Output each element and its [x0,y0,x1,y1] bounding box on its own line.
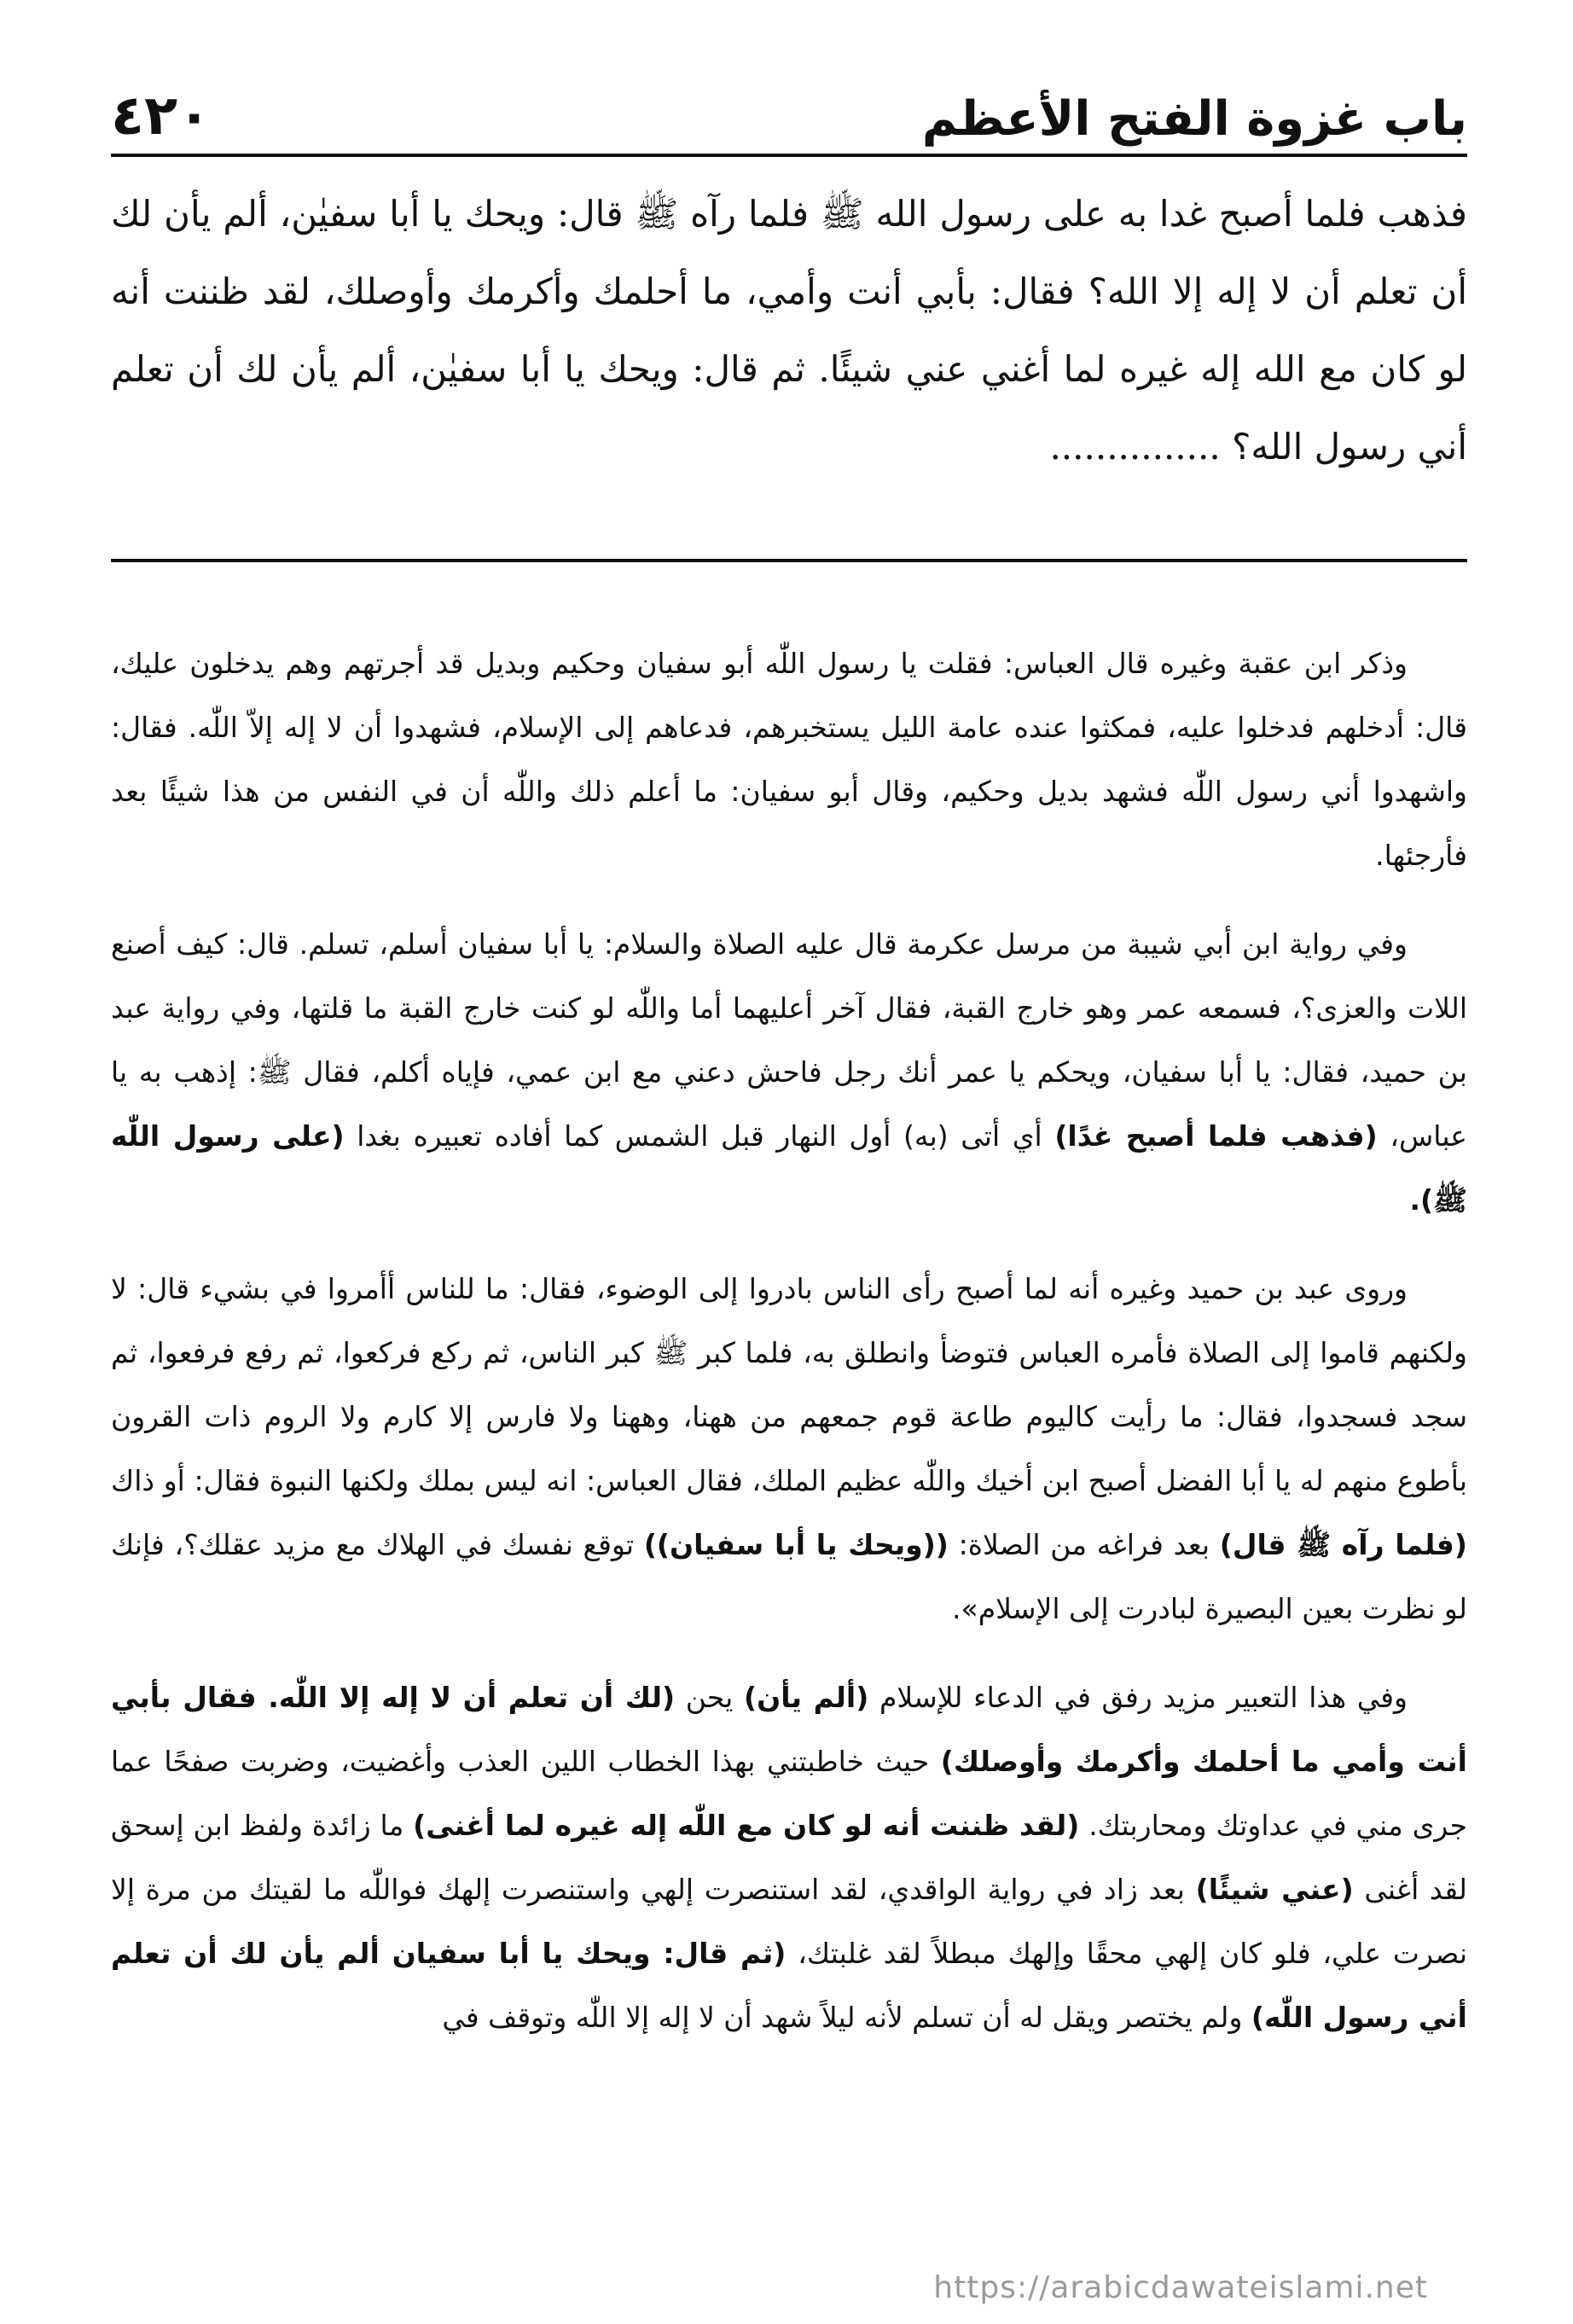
commentary-paragraph-1 [111,631,1467,887]
commentary-text: حيث خاطبتني بهذا الخطاب اللين العذب وأغضيت، وضربت صفحًا عما جرى مني في عداوتك ومحاربتك. [111,1745,1468,1842]
commentary [111,631,1467,2074]
commentary-paragraph-4 [111,1665,1467,2049]
commentary-text: أي أتى (به) أول النهار قبل الشمس كما أفاده تعبيره بغدا [357,1119,1042,1153]
commentary-text: ما زائدة ولفظ ابن إسحق لقد أغنى [111,1809,1467,1906]
quoted-text: (لك أن تعلم أن لا إله إلا اللّٰه. فقال بأبي أنت وأمي ما أحلمك وأكرمك وأوصلك) [111,1681,1467,1778]
page-number: ٤٢٠ [111,84,212,148]
commentary-text: وفي رواية ابن أبي شيبة من مرسل عكرمة قال عليه الصلاة والسلام: يا أبا سفيان أسلم، تسلم. قال: كيف أصنع اللات والعزى؟، فسمعه عمر وهو خارج القبة، فقال آخر أعليهما أما واللّٰه لو كنت خارج القبة ما قلتها، وفي رواية عبد بن حميد، فقال: يا أبا سفيان، ويحكم يا عمر أنك رجل فاحش دعني مع ابن عمي، فإياه أكلم، فقال ﷺ: إذهب به يا عباس، [111,927,1467,1153]
quoted-text: ((ويحك يا أبا سفيان)) [643,1528,949,1561]
commentary-text: وذكر ابن عقبة وغيره قال العباس: فقلت يا رسول اللّٰه أبو سفيان وحكيم وبديل قد أجرتهم وهم يدخلون عليك، قال: أدخلهم فدخلوا عليه، فمكثوا عنده عامة الليل يستخبرهم، فدعاهم إلى الإسلام، فشهدوا أن لا إله إلاّ اللّٰه. فقال: واشهدوا أني رسول اللّٰه فشهد بديل وحكيم، وقال أبو سفيان: ما أعلم ذلك واللّٰه أن في النفس من هذا شيئًا بعد فأرجئها. [111,647,1467,872]
quoted-text: (على رسول اللّٰه ﷺ). [111,1119,1467,1217]
commentary-paragraph-3 [111,1257,1467,1641]
commentary-text: وروى عبد بن حميد وغيره أنه لما أصبح رأى الناس بادروا إلى الوضوء، فقال: ما للناس أأمروا في بشيء قال: لا ولكنهم قاموا إلى الصلاة فأمره العباس فتوضأ وانطلق به، فلما كبر ﷺ كبر الناس، ثم ركع فركعوا، ثم رفع فرفعوا، ثم سجد فسجدوا، فقال: ما رأيت كاليوم طاعة قوم جمعهم من ههنا، وههنا ولا فارس إلا كارم ولا الروم ذات القرون بأطوع منهم له يا أبا الفضل أصبح ابن أخيك واللّٰه عظيم الملك، فقال العباس: انه ليس بملك ولكنها النبوة فقال: أو ذاك [111,1272,1467,1497]
page-header [111,51,1467,157]
commentary-paragraph-2 [111,912,1467,1232]
watermark-url: https://arabicdawateislami.net [933,2270,1428,2305]
commentary-text: يحن [685,1681,734,1714]
quoted-text: (لقد ظننت أنه لو كان مع اللّٰه إله غيره لما أغنى) [413,1809,1080,1842]
quoted-text: (ألم يأن) [743,1681,869,1714]
commentary-text: وفي هذا التعبير مزيد رفق في الدعاء للإسلام [879,1681,1408,1714]
quoted-text: (فلما رآه ﷺ قال) [1219,1528,1467,1561]
main-text-dots: ............... [1049,426,1221,468]
main-text-body: فذهب فلما أصبح غدا به على رسول الله ﷺ فلما رآه ﷺ قال: ويحك يا أبا سفيٰن، ألم يأن لك أن تعلم أن لا إله إلا الله؟ فقال: بأبي أنت وأمي، ما أحلمك وأكرمك وأوصلك، لقد ظننت أنه لو كان مع الله إله غيره لما أغني عني شيئًا. ثم قال: ويحك يا أبا سفيٰن، ألم يأن لك أن تعلم أني رسول الله؟ [111,193,1467,468]
main-text [111,175,1467,485]
chapter-title: باب غزوة الفتح الأعظم [921,91,1467,147]
quoted-text: (عني شيئًا) [1195,1873,1354,1906]
commentary-text: بعد فراغه من الصلاة: [958,1528,1210,1561]
book-page [111,51,1467,2269]
commentary-text: ولم يختصر ويقل له أن تسلم لأنه ليلاً شهد أن لا إله إلا اللّٰه وتوقف في [442,2001,1243,2034]
quoted-text: (ثم قال: ويحك يا أبا سفيان ألم يأن لك أن تعلم أني رسول اللّٰه) [111,1937,1467,2034]
commentary-text: توقع نفسك في الهلاك مع مزيد عقلك؟، فإنك لو نظرت بعين البصيرة لبادرت إلى الإسلام». [111,1528,1467,1625]
quoted-text: (فذهب فلما أصبح غدًا) [1054,1119,1378,1153]
commentary-text: بعد زاد في رواية الواقدي، لقد استنصرت إلهي واستنصرت إلهك فواللّٰه ما لقيتك من مرة إلا نصرت علي، فلو كان إلهي محقًا وإلهك مبطلاً لقد غلبتك، [111,1873,1468,1970]
text-separator-line [111,559,1467,562]
